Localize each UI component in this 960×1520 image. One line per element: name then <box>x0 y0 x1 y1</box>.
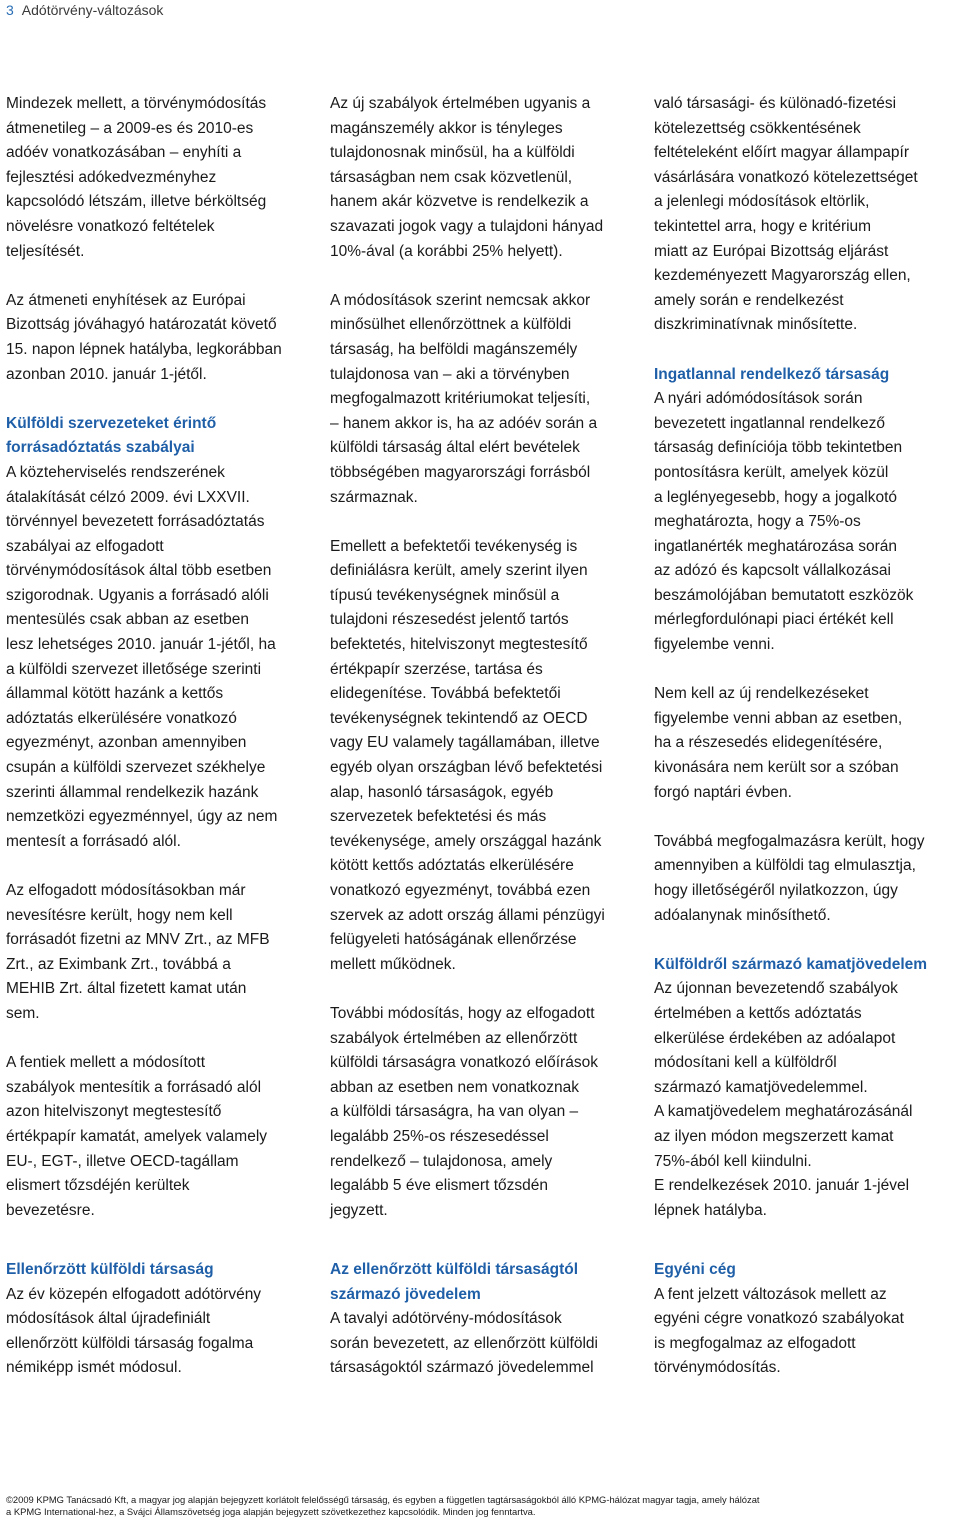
paragraph: Továbbá megfogalmazásra került, hogy amennyiben a külföldi tag elmulasztja, hogy illetőségéről nyilatkozzon, úgy adóalanynak minősíthető. <box>654 832 925 924</box>
paragraph: Emellett a befektetői tevékenység is definiálásra került, amely szerint ilyen típusú tevékenységnek minősül a tulajdoni részesedést jelentő tartós befektetés, hitelviszonyt megtestesítő értékpapír szerzése, tartása és elidegenítése. Továbbá befektetői tevékenységnek tekintendő az OECD vagy EU valamely tagállamában, illetve egyéb olyan országban lévő befektetési alap, hasonló társaságok, egyéb szervezetek befektetési és más tevékenysége, amely országgal hazánk kötött kettős adóztatás elkerülésére vonatkozó egyezményt, továbbá ezen szervek az adott ország állami pénzügyi felügyeleti hatóságának ellenőrzése mellett működnek. <box>330 537 605 973</box>
paragraph: A fent jelzett változások mellett az egyéni cégre vonatkozó szabályokat is megfogalmaz az elfogadott törvénymódosítás. <box>654 1285 904 1377</box>
page-number: 3 <box>6 2 14 18</box>
section-heading: Külföldről származó kamatjövedelem <box>654 955 928 973</box>
paragraph: A közteherviselés rendszerének átalakítását célzó 2009. évi LXXVII. törvénnyel bevezetett forrásadóztatás szabályai az elfogadott törvénymódosítások által több esetben szigorodnak. Ugyanis a forrásadó alóli mentesülés csak abban az esetben lesz lehetséges 2010. január 1-jétől, ha a külföldi szervezet illetősége szerinti állammal kötött hazánk a kettős adóztatás elkerülésére vonatkozó egyezményt, azonban amennyiben csupán a külföldi szervezet székhelye szerinti állammal rendelkezik hazánk nemzetközi egyezménnyel, úgy az nem mentesít a forrásadó alól. <box>6 463 278 850</box>
paragraph: Az új szabályok értelmében ugyanis a magánszemély akkor is tényleges tulajdonosnak minősül, ha a külföldi társaságban nem csak közvetlenül, hanem akár közvetve is rendelkezik a szavazati jogok vagy a tulajdoni hányad 10%-ával (a korábbi 25% helyett). <box>330 95 604 260</box>
paragraph: További módosítás, hogy az elfogadott szabályok értelmében az ellenőrzött külföldi társaságra vonatkozó előírások abban az esetben nem vonatkoznak a külföldi társaságra, ha van olyan – legalább 25%-os részesedéssel rendelkező – tulajdonosa, amely legalább 5 éve elismert tőzsdén jegyzett. <box>330 1004 598 1219</box>
paragraph: Az újonnan bevezetendő szabályok értelmében a kettős adóztatás elkerülése érdekében az adóalapot módosítani kell a külföldről származó kamatjövedelemmel. A kamatjövedelem meghatározásánál az ilyen módon megszerzett kamat 75%-ából kell kiindulni. E rendelkezések 2010. január 1-jével lépnek hatályba. <box>654 980 913 1219</box>
section-heading: Egyéni cég <box>654 1261 736 1278</box>
page-section-title: Adótörvény-változások <box>21 2 164 18</box>
paragraph: Nem kell az új rendelkezéseket figyelembe venni abban az esetben, ha a részesedés elidegenítésére, kivonására nem került sor a szóban forgó naptári évben. <box>654 685 903 801</box>
section-heading: Ellenőrzött külföldi társaság <box>6 1261 214 1278</box>
paragraph: A módosítások szerint nemcsak akkor minősülhet ellenőrzöttnek a külföldi társaság, ha belföldi magánszemély tulajdonosa van – aki a törvényben megfogalmazott kritériumokat teljesíti, – hanem akkor is, ha az adóév során a külföldi társaság által elért bevételek többségében magyarországi forrásból származnak. <box>330 291 598 506</box>
paragraph: Az év közepén elfogadott adótörvény módosítások által újradefiniált ellenőrzött külföldi társaság fogalma némiképp ismét módosul. <box>6 1285 262 1377</box>
column-right <box>654 92 954 1248</box>
section-heading: Külföldi szervezeteket érintő forrásadóztatás szabályai <box>6 414 217 457</box>
copyright-footer: ©2009 KPMG Tanácsadó Kft, a magyar jog alapján bejegyzett korlátolt felelősségű társaság, és egyben a független tagtársaságokból álló KPMG-hálózat magyar tagja, amely hálózat a KPMG International-hez, a Svájci Államszövetség joga alapján bejegyzett szövetkezethez kapcsolódik. Minden jog fenntartva. <box>6 1494 760 1517</box>
bottom-block-middle <box>330 1258 630 1381</box>
paragraph: való társasági- és különadó-fizetési kötelezettség csökkentésének feltételeként előírt magyar állampapír vásárlására vonatkozó kötelezettséget a jelenlegi módosítások eltörlik, tekintettel arra, hogy e kritérium miatt az Európai Bizottság eljárást kezdeményezett Magyarország ellen, amely során e rendelkezést diszkriminatívnak minősítette. <box>654 95 918 334</box>
paragraph: A tavalyi adótörvény-módosítások során bevezetett, az ellenőrzött külföldi társaságoktól származó jövedelemmel <box>330 1310 598 1377</box>
bottom-block-right <box>654 1258 954 1381</box>
paragraph: Mindezek mellett, a törvénymódosítás átmenetileg – a 2009-es és 2010-es adóév vonatkozásában – enyhíti a fejlesztési adókedvezményhez kapcsolódó létszám, illetve bérköltség növelésre vonatkozó feltételek teljesítését. <box>6 95 267 260</box>
bottom-block-left <box>6 1258 306 1381</box>
paragraph: Az elfogadott módosításokban már nevesítésre került, hogy nem kell forrásadót fizetni az MNV Zrt., az MFB Zrt., az Eximbank Zrt., továbbá a MEHIB Zrt. által fizetett kamat után sem. <box>6 882 270 1022</box>
section-heading: Az ellenőrzött külföldi társaságtól származó jövedelem <box>330 1261 579 1303</box>
paragraph: Az átmeneti enyhítések az Európai Bizottság jóváhagyó határozatát követő 15. napon lépnek hatályba, legkorábban azonban 2010. január 1-jétől. <box>6 291 282 383</box>
column-left <box>6 92 306 1248</box>
column-middle <box>330 92 630 1248</box>
paragraph: A fentiek mellett a módosított szabályok mentesítik a forrásadó alól azon hitelviszonyt megtestesítő értékpapír kamatát, amelyek valamely EU-, EGT-, illetve OECD-tagállam elismert tőzsdéjén kerültek bevezetésre. <box>6 1054 268 1219</box>
section-heading: Ingatlannal rendelkező társaság <box>654 365 890 383</box>
page-header <box>6 2 163 18</box>
paragraph: A nyári adómódosítások során bevezetett ingatlannal rendelkező társaság definíciója több tekintetben pontosításra került, amelyek közül a leglényegesebb, hogy a jogalkotó meghatározta, hogy a 75%-os ingatlanérték meghatározása során az adózó és kapcsolt vállalkozásai beszámolójában bemutatott eszközök mérlegfordulónapi piaci értékét kell figyelembe venni. <box>654 390 914 654</box>
